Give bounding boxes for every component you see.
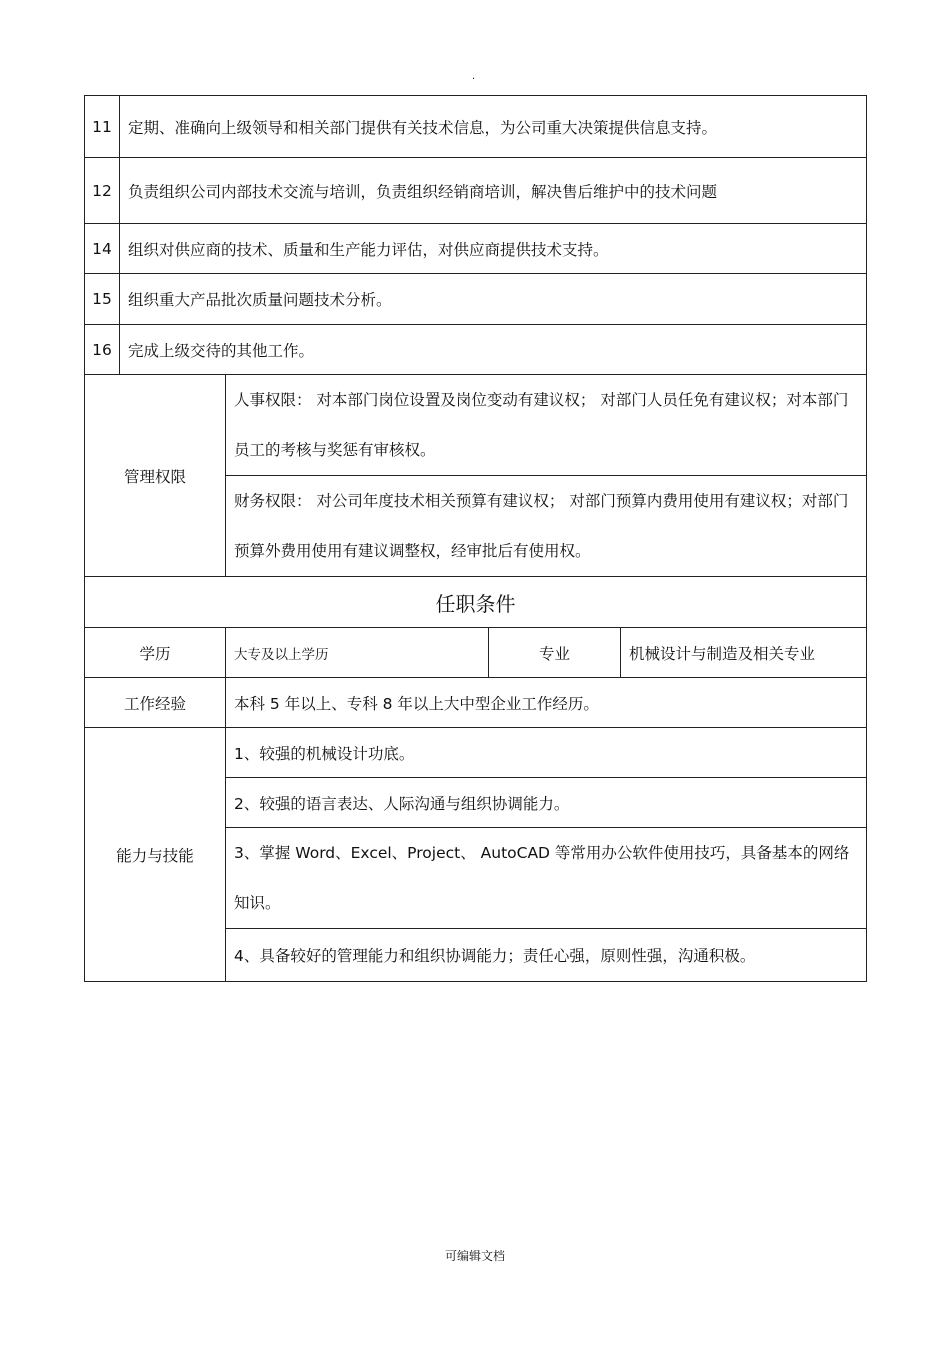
table-row — [85, 274, 867, 325]
experience-value: 本科 5 年以上、专科 8 年以上大中型企业工作经历。 — [226, 678, 867, 728]
duty-text: 组织重大产品批次质量问题技术分析。 — [120, 274, 867, 325]
skill-item: 1、较强的机械设计功底。 — [226, 728, 867, 778]
authority-label: 管理权限 — [85, 375, 226, 577]
education-label: 学历 — [85, 628, 226, 678]
finance-authority: 财务权限： 对公司年度技术相关预算有建议权； 对部门预算内费用使用有建议权；对部门预算外费用使用有建议调整权，经审批后有使用权。 — [226, 476, 867, 577]
duty-number: 12 — [85, 158, 120, 224]
duty-text: 负责组织公司内部技术交流与培训，负责组织经销商培训，解决售后维护中的技术问题 — [120, 158, 867, 224]
personnel-authority: 人事权限： 对本部门岗位设置及岗位变动有建议权； 对部门人员任免有建议权；对本部门员工的考核与奖惩有审核权。 — [226, 375, 867, 476]
footer-text: 可编辑文档 — [444, 1249, 505, 1263]
duty-text: 组织对供应商的技术、质量和生产能力评估，对供应商提供技术支持。 — [120, 224, 867, 274]
table-row — [85, 375, 867, 476]
table-row — [85, 577, 867, 628]
table-row — [85, 628, 867, 678]
table-row — [85, 325, 867, 375]
duty-number: 15 — [85, 274, 120, 325]
duty-text: 完成上级交待的其他工作。 — [120, 325, 867, 375]
education-value: 大专及以上学历 — [226, 628, 489, 678]
table-row — [85, 728, 867, 778]
duty-number: 14 — [85, 224, 120, 274]
duty-text: 定期、准确向上级领导和相关部门提供有关技术信息，为公司重大决策提供信息支持。 — [120, 96, 867, 158]
section-title: 任职条件 — [85, 577, 867, 628]
skill-item: 3、掌握 Word、Excel、Project、 AutoCAD 等常用办公软件使用技巧，具备基本的网络知识。 — [226, 828, 867, 929]
skills-label: 能力与技能 — [85, 728, 226, 982]
skill-item: 2、较强的语言表达、人际沟通与组织协调能力。 — [226, 778, 867, 828]
skill-item: 4、具备较好的管理能力和组织协调能力；责任心强，原则性强，沟通积极。 — [226, 929, 867, 982]
duty-number: 11 — [85, 96, 120, 158]
header-mark: . — [472, 71, 476, 82]
table-row — [85, 158, 867, 224]
major-value: 机械设计与制造及相关专业 — [621, 628, 867, 678]
duty-number: 16 — [85, 325, 120, 375]
table-row — [85, 224, 867, 274]
duties-table — [84, 95, 867, 375]
experience-label: 工作经验 — [85, 678, 226, 728]
requirements-table — [84, 374, 867, 982]
table-row — [85, 96, 867, 158]
table-row — [85, 678, 867, 728]
major-label: 专业 — [489, 628, 621, 678]
